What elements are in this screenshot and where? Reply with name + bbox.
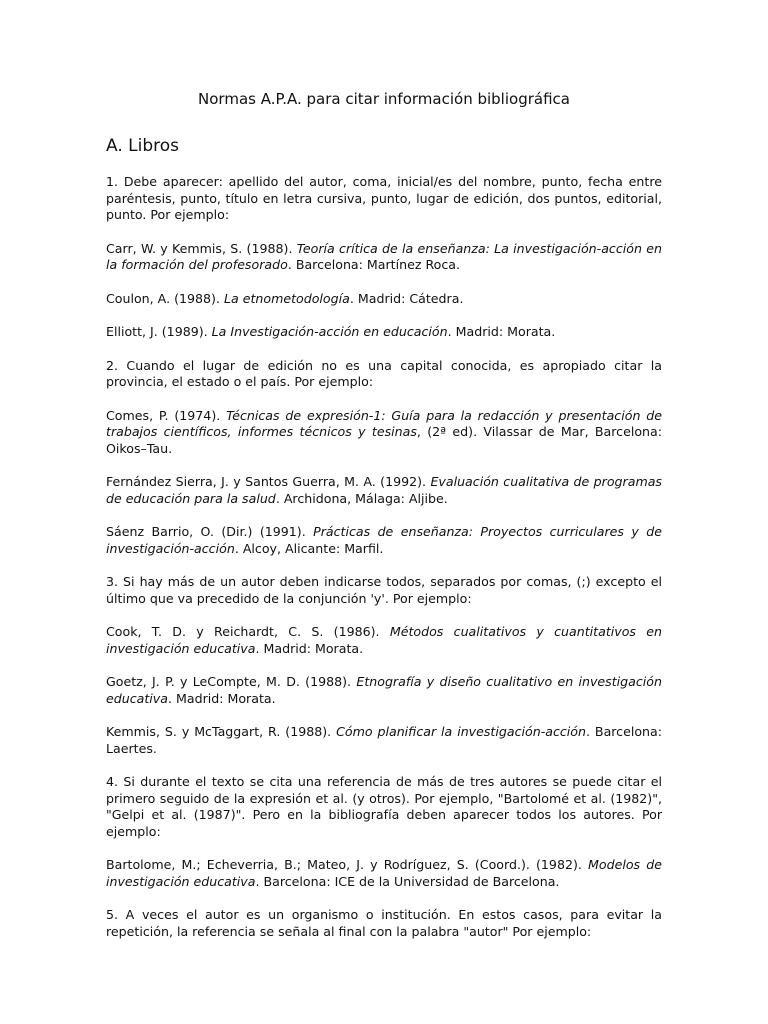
paragraph-text: 4. Si durante el texto se cita una referencia de más de tres autores se puede citar el primero seguido de la expresión et al. (y otros). Por ejemplo, "Bartolomé et al. (1982)", "Gelpi et al. (1987)". Pero en la bibliografía deben aparecer todos los autores. Por ejemplo: (106, 774, 662, 839)
paragraph-text: . Alcoy, Alicante: Marfil. (234, 540, 384, 556)
paragraph (106, 474, 662, 507)
paragraph-text: . Archidona, Málaga: Aljibe. (275, 490, 448, 506)
paragraph-text: . Madrid: Morata. (447, 324, 556, 339)
paragraph-text: 2. Cuando el lugar de edición no es una capital conocida, es apropiado citar la provincia, el estado o el país. Por ejemplo: (106, 357, 662, 389)
italic-title-text: La Investigación-acción en educación (211, 324, 448, 339)
section-heading: A. Libros (106, 136, 179, 156)
paragraph-text: , (2ª ed). Vilassar de Mar, Barcelona: Oikos–Tau. (106, 424, 662, 456)
paragraph-text: Kemmis, S. y McTaggart, R. (1988). (106, 724, 337, 739)
paragraph-text: 1. Debe aparecer: apellido del autor, coma, inicial/es del nombre, punto, fecha entre paréntesis, punto, título en letra cursiva, punto, lugar de edición, dos puntos, editorial, punto. Por ejemplo: (106, 174, 662, 222)
paragraph-text: . Madrid: Cátedra. (349, 290, 464, 306)
paragraph (106, 574, 662, 607)
paragraph-text: . Barcelona: Martínez Roca. (287, 257, 460, 272)
paragraph-text: Elliott, J. (1989). (106, 324, 212, 339)
paragraph (106, 241, 662, 274)
italic-title-text: Modelos de investigación educativa (106, 857, 662, 889)
italic-title-text: Evaluación cualitativa de programas de educación para la salud (106, 474, 662, 506)
paragraph (106, 358, 662, 391)
paragraph-text: Cook, T. D. y Reichardt, C. S. (1986). (106, 624, 390, 639)
paragraph-text: Fernández Sierra, J. y Santos Guerra, M. A. (1992). (106, 474, 431, 489)
paragraph (106, 857, 662, 890)
document-body (106, 174, 662, 940)
paragraph (106, 907, 662, 940)
paragraph (106, 724, 662, 757)
paragraph (106, 624, 662, 657)
paragraph-text: Coulon, A. (1988). (106, 290, 224, 306)
italic-title-text: Prácticas de enseñanza: Proyectos curriculares y de investigación-acción (106, 524, 662, 556)
paragraph-text: Bartolome, M.; Echeverria, B.; Mateo, J. y Rodríguez, S. (Coord.). (1982). (106, 857, 589, 872)
paragraph-text: Carr, W. y Kemmis, S. (1988). (106, 240, 297, 256)
italic-title-text: Cómo planificar la investigación-acción (336, 724, 586, 739)
paragraph (106, 174, 662, 224)
page-title: Normas A.P.A. para citar información bibliográfica (198, 90, 570, 108)
paragraph (106, 291, 662, 308)
paragraph (106, 674, 662, 707)
paragraph-text: . Barcelona: ICE de la Universidad de Barcelona. (255, 873, 560, 889)
paragraph-text: Comes, P. (1974). (106, 407, 227, 423)
paragraph-text: 5. A veces el autor es un organismo o institución. En estos casos, para evitar la repetición, la referencia se señala al final con la palabra "autor" Por ejemplo: (106, 907, 662, 939)
paragraph-text: 3. Si hay más de un autor deben indicarse todos, separados por comas, (;) excepto el último que va precedido de la conjunción 'y'. Por ejemplo: (106, 574, 662, 606)
italic-title-text: Métodos cualitativos y cuantitativos en investigación educativa (106, 624, 663, 656)
italic-title-text: La etnometodología (223, 290, 350, 306)
paragraph (106, 774, 662, 840)
paragraph-text: Sáenz Barrio, O. (Dir.) (1991). (106, 524, 314, 539)
paragraph (106, 324, 662, 341)
paragraph-text: . Barcelona: Laertes. (106, 724, 663, 756)
paragraph (106, 524, 662, 557)
paragraph-text: . Madrid: Morata. (167, 690, 276, 706)
italic-title-text: Etnografía y diseño cualitativo en investigación educativa (106, 674, 662, 706)
paragraph (106, 408, 662, 458)
italic-title-text: Teoría crítica de la enseñanza: La investigación-acción en la formación del profesorado (106, 240, 662, 272)
italic-title-text: Técnicas de expresión-1: Guía para la redacción y presentación de trabajos científicos, informes técnicos y tesinas (106, 407, 662, 439)
paragraph-text: Goetz, J. P. y LeCompte, M. D. (1988). (106, 674, 357, 689)
paragraph-text: . Madrid: Morata. (255, 640, 364, 656)
